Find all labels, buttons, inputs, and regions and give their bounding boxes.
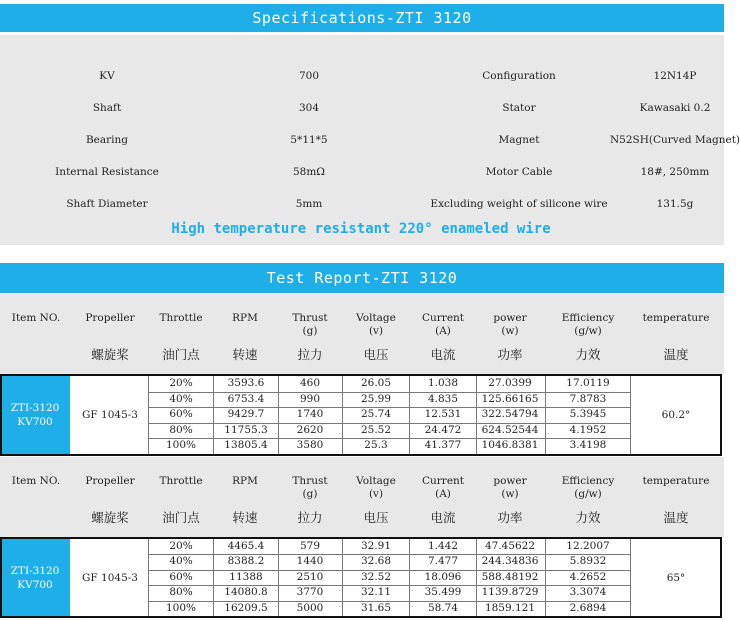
- column-header: Propeller 螺旋桨: [85, 312, 135, 362]
- throttle-cell: 100%: [165, 439, 197, 452]
- efficiency-cell: 7.8783: [569, 392, 607, 405]
- current-cell: 41.377: [424, 439, 462, 452]
- spec-value: 304: [298, 102, 320, 114]
- test-block: [0, 374, 724, 456]
- throttle-cell: 60%: [169, 408, 193, 421]
- power-cell: 125.66165: [481, 392, 539, 405]
- rpm-cell: 11755.3: [224, 423, 268, 436]
- power-cell: 1859.121: [484, 601, 536, 614]
- spec-value: 5*11*5: [290, 134, 328, 146]
- power-cell: 588.48192: [481, 570, 539, 583]
- rpm-cell: 8388.2: [227, 555, 265, 568]
- spec-value: 58mΩ: [292, 166, 326, 178]
- power-cell: 244.34836: [481, 555, 539, 568]
- thrust-cell: 990: [299, 392, 321, 405]
- current-cell: 58.74: [427, 601, 459, 614]
- test-report-banner: Test Report-ZTI 3120: [0, 263, 724, 293]
- current-cell: 4.835: [427, 392, 459, 405]
- spec-value: 18#, 250mm: [640, 166, 710, 178]
- propeller-cell: GF 1045-3: [82, 571, 138, 584]
- spec-label: Motor Cable: [485, 166, 553, 178]
- column-header: Voltage (v) 电压: [356, 475, 396, 525]
- item-number-cell: ZTI-3120 KV700: [0, 537, 70, 618]
- spec-value: 12N14P: [653, 70, 697, 82]
- item-number-cell: ZTI-3120 KV700: [0, 374, 70, 456]
- thrust-cell: 2510: [296, 570, 324, 583]
- rpm-cell: 13805.4: [224, 439, 268, 452]
- throttle-cell: 20%: [169, 377, 193, 389]
- thrust-cell: 5000: [296, 601, 324, 614]
- rpm-cell: 9429.7: [227, 408, 265, 421]
- thrust-cell: 579: [299, 540, 321, 552]
- voltage-cell: 25.99: [360, 392, 392, 405]
- column-header: power (w) 功率: [493, 475, 527, 525]
- spec-label: Shaft Diameter: [66, 198, 148, 210]
- table-border: [0, 374, 722, 456]
- thrust-cell: 3770: [296, 586, 324, 599]
- column-header: Efficiency (g/w) 力效: [561, 475, 615, 525]
- column-header: Thrust (g) 拉力: [292, 312, 328, 362]
- current-cell: 7.477: [427, 555, 459, 568]
- column-header: Current (A) 电流: [421, 312, 465, 362]
- spec-label: Excluding weight of silicone wire: [430, 198, 608, 210]
- power-cell: 1139.8729: [481, 586, 539, 599]
- spec-value: 700: [298, 70, 320, 82]
- efficiency-cell: 5.3945: [569, 408, 607, 421]
- column-header: Throttle 油门点: [159, 475, 203, 525]
- rpm-cell: 4465.4: [227, 540, 265, 552]
- table-border: [0, 537, 722, 618]
- rpm-cell: 14080.8: [224, 586, 268, 599]
- column-header: Voltage (v) 电压: [356, 312, 396, 362]
- throttle-cell: 40%: [169, 555, 193, 568]
- column-header: RPM 转速: [232, 312, 258, 362]
- efficiency-cell: 12.2007: [566, 540, 610, 552]
- throttle-cell: 80%: [169, 586, 193, 599]
- rpm-cell: 3593.6: [227, 377, 265, 389]
- propeller-cell: GF 1045-3: [82, 409, 138, 421]
- spec-value: Kawasaki 0.2: [639, 102, 711, 114]
- thrust-cell: 460: [299, 377, 321, 389]
- voltage-cell: 32.52: [360, 570, 392, 583]
- power-cell: 624.52544: [481, 423, 539, 436]
- spec-label: Configuration: [482, 70, 556, 82]
- column-header: Efficiency (g/w) 力效: [561, 312, 615, 362]
- throttle-cell: 20%: [169, 540, 193, 552]
- spec-label: Stator: [502, 102, 536, 114]
- voltage-cell: 31.65: [360, 601, 392, 614]
- spec-label: Shaft: [92, 102, 122, 114]
- spec-value: 131.5g: [656, 198, 694, 210]
- thrust-cell: 1740: [296, 408, 324, 421]
- spec-value: 5mm: [295, 198, 323, 210]
- thrust-cell: 3580: [296, 439, 324, 452]
- column-header: temperature 温度: [642, 475, 710, 525]
- spec-label: KV: [99, 70, 115, 82]
- column-header: Thrust (g) 拉力: [292, 475, 328, 525]
- column-header: Throttle 油门点: [159, 312, 203, 362]
- voltage-cell: 32.11: [360, 586, 392, 599]
- current-cell: 24.472: [424, 423, 462, 436]
- current-cell: 18.096: [424, 570, 462, 583]
- enameled-wire-note: High temperature resistant 220° enameled wire: [171, 221, 551, 237]
- power-cell: 27.0399: [488, 377, 532, 389]
- temperature-cell: 60.2°: [661, 409, 691, 421]
- throttle-cell: 60%: [169, 570, 193, 583]
- rpm-cell: 16209.5: [224, 601, 268, 614]
- column-header: RPM 转速: [232, 475, 258, 525]
- current-cell: 35.499: [424, 586, 462, 599]
- column-header: Current (A) 电流: [421, 475, 465, 525]
- efficiency-cell: 5.8932: [569, 555, 607, 568]
- column-header: Item NO.: [11, 312, 61, 324]
- column-header: temperature 温度: [642, 312, 710, 362]
- column-header: power (w) 功率: [493, 312, 527, 362]
- efficiency-cell: 4.2652: [569, 570, 607, 583]
- spec-label: Internal Resistance: [55, 166, 159, 178]
- spec-label: Magnet: [498, 134, 540, 146]
- spec-value: N52SH(Curved Magnet): [609, 134, 740, 146]
- current-cell: 1.442: [427, 540, 459, 552]
- voltage-cell: 25.74: [360, 408, 392, 421]
- throttle-cell: 80%: [169, 423, 193, 436]
- voltage-cell: 32.91: [360, 540, 392, 552]
- voltage-cell: 32.68: [360, 555, 392, 568]
- specifications-banner: Specifications-ZTI 3120: [0, 4, 724, 32]
- throttle-cell: 40%: [169, 392, 193, 405]
- spec-label: Bearing: [85, 134, 129, 146]
- test-block: [0, 537, 724, 618]
- efficiency-cell: 17.0119: [566, 377, 610, 389]
- voltage-cell: 25.52: [360, 423, 392, 436]
- temperature-cell: 65°: [666, 571, 686, 584]
- voltage-cell: 25.3: [364, 439, 388, 452]
- power-cell: 47.45622: [484, 540, 536, 552]
- throttle-cell: 100%: [165, 601, 197, 614]
- efficiency-cell: 3.3074: [569, 586, 607, 599]
- efficiency-cell: 2.6894: [569, 601, 607, 614]
- efficiency-cell: 4.1952: [569, 423, 607, 436]
- power-cell: 1046.8381: [481, 439, 539, 452]
- efficiency-cell: 3.4198: [569, 439, 607, 452]
- power-cell: 322.54794: [481, 408, 539, 421]
- current-cell: 12.531: [424, 408, 462, 421]
- column-header: Item NO.: [11, 475, 61, 487]
- voltage-cell: 26.05: [360, 377, 392, 389]
- thrust-cell: 2620: [296, 423, 324, 436]
- rpm-cell: 6753.4: [227, 392, 265, 405]
- rpm-cell: 11388: [229, 570, 263, 583]
- thrust-cell: 1440: [296, 555, 324, 568]
- column-header: Propeller 螺旋桨: [85, 475, 135, 525]
- current-cell: 1.038: [427, 377, 459, 389]
